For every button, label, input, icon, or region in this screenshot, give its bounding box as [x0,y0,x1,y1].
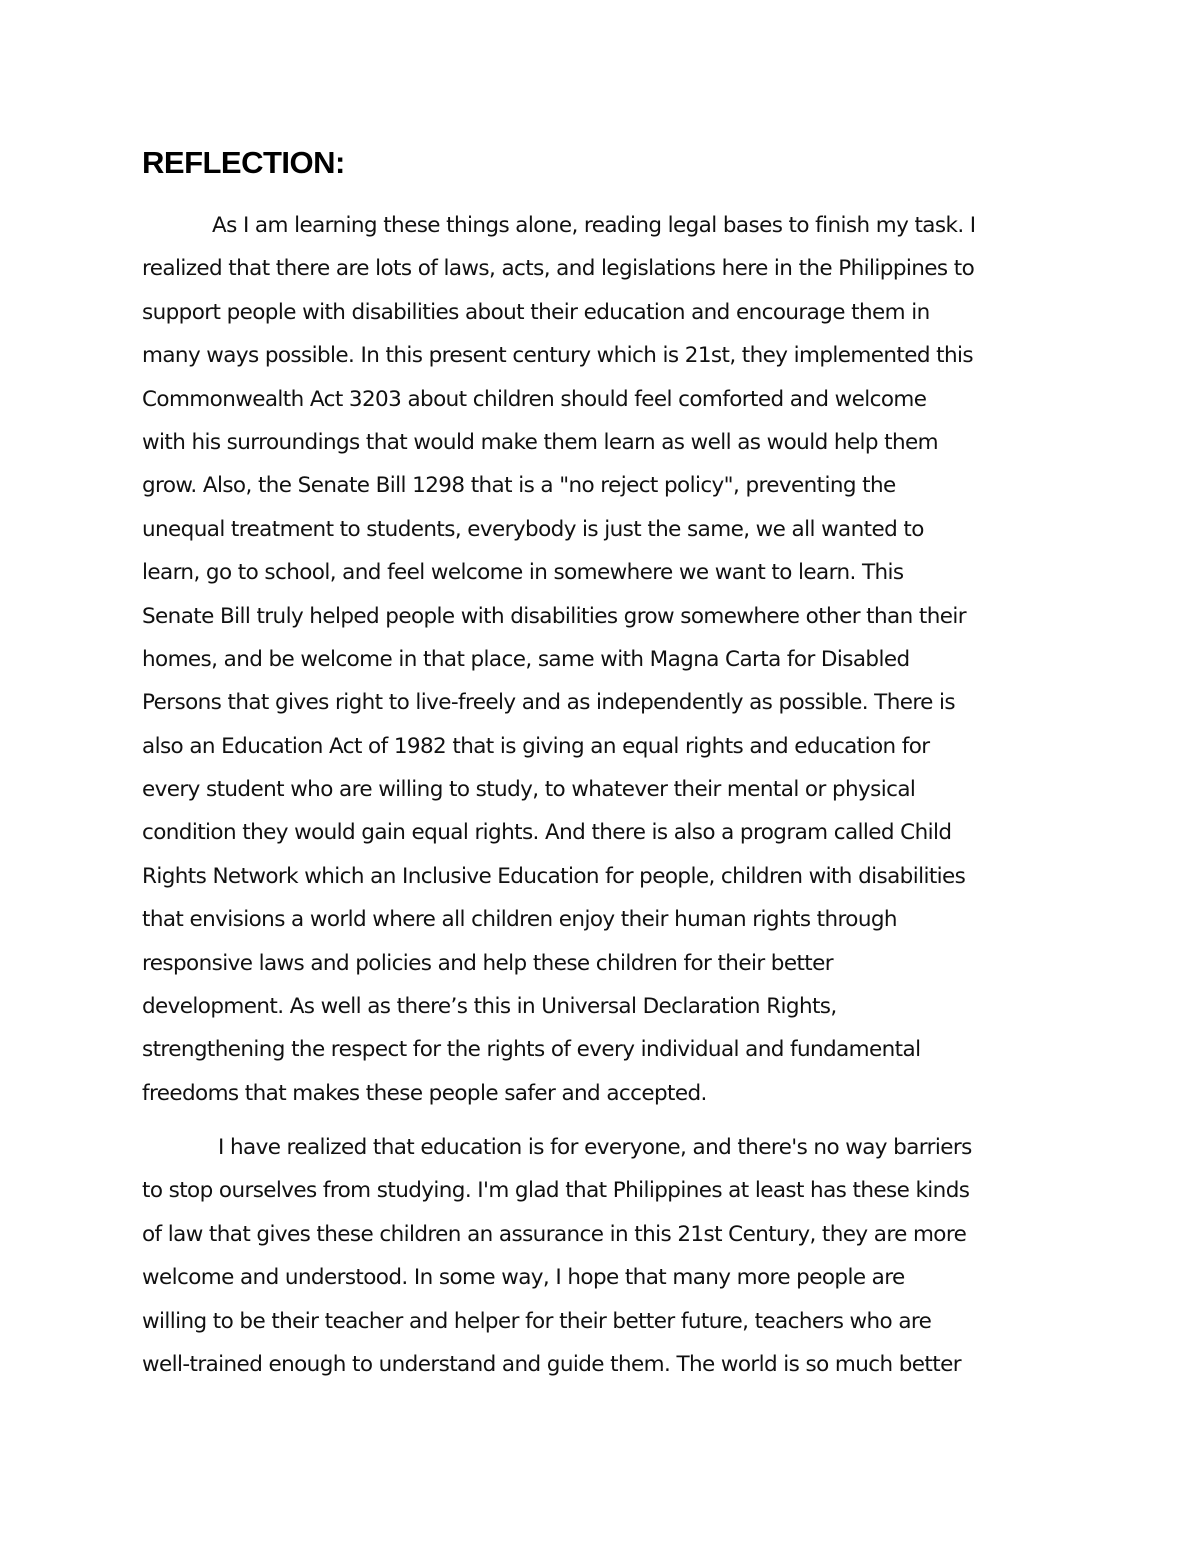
paragraph-line: every student who are willing to study, to whatever their mental or physical [142,777,916,803]
paragraph-conclusion [142,1126,1072,1386]
paragraph-line: realized that there are lots of laws, acts, and legislations here in the Philippines to [142,256,975,282]
paragraph-line: also an Education Act of 1982 that is giving an equal rights and education for [142,733,930,759]
paragraph-line: welcome and understood. In some way, I hope that many more people are [142,1265,905,1291]
paragraph-line: with his surroundings that would make them learn as well as would help them [142,429,938,455]
page-heading: REFLECTION: [142,145,345,180]
paragraph-line: strengthening the respect for the rights of every individual and fundamental [142,1037,921,1063]
paragraph-line: many ways possible. In this present century which is 21st, they implemented this [142,343,973,369]
paragraph-line: willing to be their teacher and helper for their better future, teachers who are [142,1308,932,1334]
paragraph-line: of law that gives these children an assurance in this 21st Century, they are more [142,1221,967,1247]
paragraph-line: Persons that gives right to live-freely and as independently as possible. There is [142,690,955,716]
paragraph-line: condition they would gain equal rights. And there is also a program called Child [142,820,952,846]
paragraph-line: to stop ourselves from studying. I'm glad that Philippines at least has these kinds [142,1178,970,1204]
paragraph-line: unequal treatment to students, everybody is just the same, we all wanted to [142,516,924,542]
paragraph-line: support people with disabilities about their education and encourage them in [142,299,930,325]
paragraph-line: As I am learning these things alone, reading legal bases to finish my task. I [212,213,976,238]
paragraph-line: Senate Bill truly helped people with disabilities grow somewhere other than their [142,603,966,629]
paragraph-line: Commonwealth Act 3203 about children should feel comforted and welcome [142,386,927,412]
paragraph-line: Rights Network which an Inclusive Education for people, children with disabilities [142,863,966,889]
paragraph-line: I have realized that education is for everyone, and there's no way barriers [218,1135,972,1160]
paragraph-line: grow. Also, the Senate Bill 1298 that is a "no reject policy", preventing the [142,473,896,499]
paragraph-legal-bases [142,204,1072,1115]
paragraph-line: that envisions a world where all children enjoy their human rights through [142,907,897,933]
paragraph-line: responsive laws and policies and help these children for their better [142,950,834,976]
paragraph-line: learn, go to school, and feel welcome in somewhere we want to learn. This [142,560,904,586]
paragraph-line: homes, and be welcome in that place, same with Magna Carta for Disabled [142,646,910,672]
paragraph-line: freedoms that makes these people safer and accepted. [142,1080,707,1106]
paragraph-line: well-trained enough to understand and guide them. The world is so much better [142,1351,961,1377]
paragraph-line: development. As well as there’s this in Universal Declaration Rights, [142,994,837,1020]
